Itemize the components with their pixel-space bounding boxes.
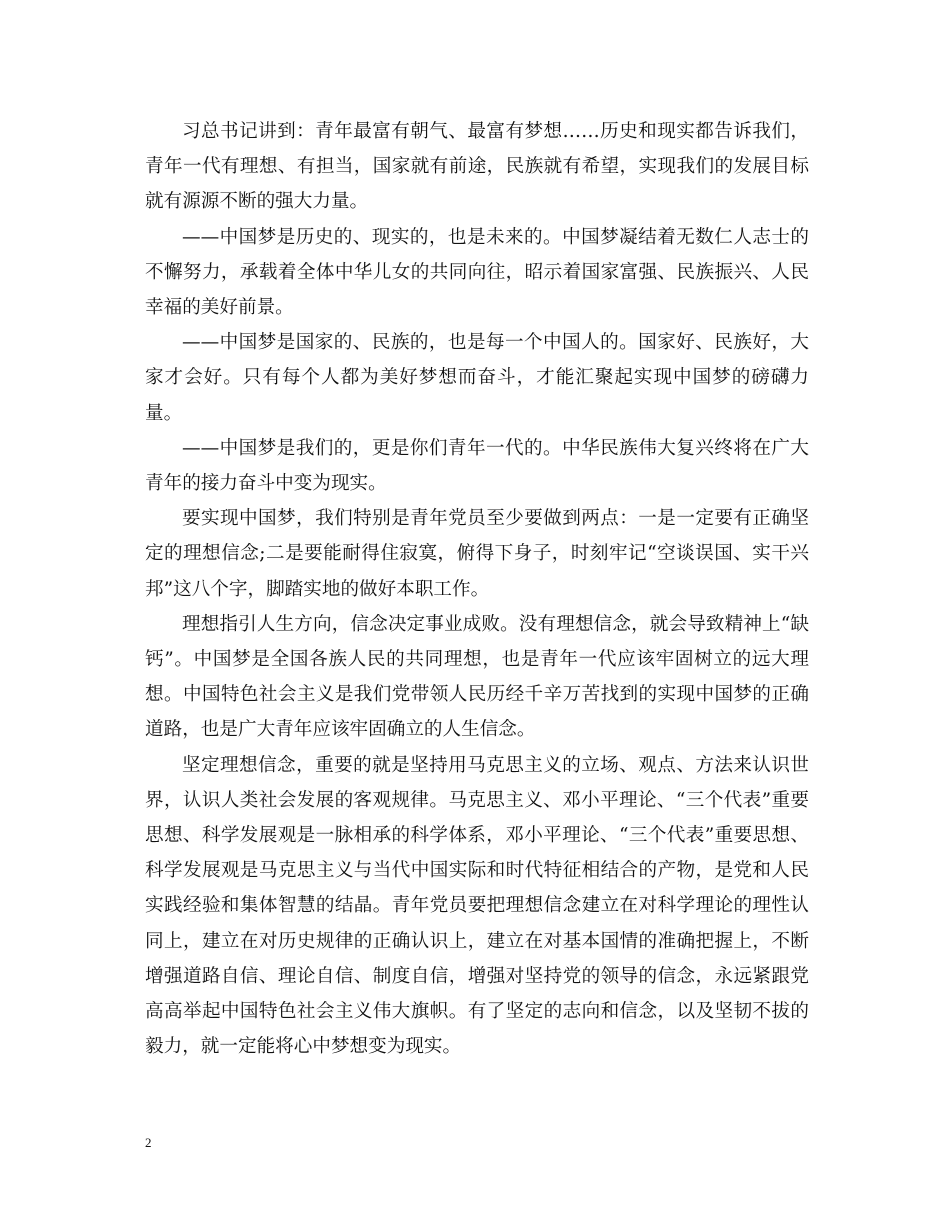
paragraph: 坚定理想信念，重要的就是坚持用马克思主义的立场、观点、方法来认识世界，认识人类社会发展的客观规律。马克思主义、邓小平理论、“三个代表”重要思想、科学发展观是一脉相承的科学体系，邓小平理论、“三个代表”重要思想、科学发展观是马克思主义与当代中国实际和时代特征相结合的产物，是党和人民实践经验和集体智慧的结晶。青年党员要把理想信念建立在对科学理论的理性认同上，建立在对历史规律的正确认识上，建立在对基本国情的准确把握上，不断增强道路自信、理论自信、制度自信，增强对坚持党的领导的信念，永远紧跟党高高举起中国特色社会主义伟大旗帜。有了坚定的志向和信念，以及坚韧不拔的毅力，就一定能将心中梦想变为现实。	[145, 754, 809, 1058]
paragraph: 习总书记讲到：青年最富有朝气、最富有梦想……历史和现实都告诉我们，青年一代有理想、有担当，国家就有前途，民族就有希望，实现我们的发展目标就有源源不断的强大力量。	[145, 121, 809, 213]
document-body	[145, 114, 809, 1064]
paragraph: 理想指引人生方向，信念决定事业成败。没有理想信念，就会导致精神上“缺钙”。中国梦是全国各族人民的共同理想，也是青年一代应该牢固树立的远大理想。中国特色社会主义是我们党带领人民历经千辛万苦找到的实现中国梦的正确道路，也是广大青年应该牢固确立的人生信念。	[145, 613, 809, 741]
paragraph: ——中国梦是历史的、现实的，也是未来的。中国梦凝结着无数仁人志士的不懈努力，承载着全体中华儿女的共同向往，昭示着国家富强、民族振兴、人民幸福的美好前景。	[145, 226, 809, 319]
paragraph: 要实现中国梦，我们特别是青年党员至少要做到两点：一是一定要有正确坚定的理想信念;二是要能耐得住寂寞，俯得下身子，时刻牢记“空谈误国、实干兴邦”这八个字，脚踏实地的做好本职工作。	[145, 508, 809, 600]
paragraph: ——中国梦是国家的、民族的，也是每一个中国人的。国家好、民族好，大家才会好。只有每个人都为美好梦想而奋斗，才能汇聚起实现中国梦的磅礴力量。	[145, 332, 809, 424]
paragraph: ——中国梦是我们的，更是你们青年一代的。中华民族伟大复兴终将在广大青年的接力奋斗中变为现实。	[145, 437, 809, 495]
page-number: 2	[145, 1135, 152, 1150]
